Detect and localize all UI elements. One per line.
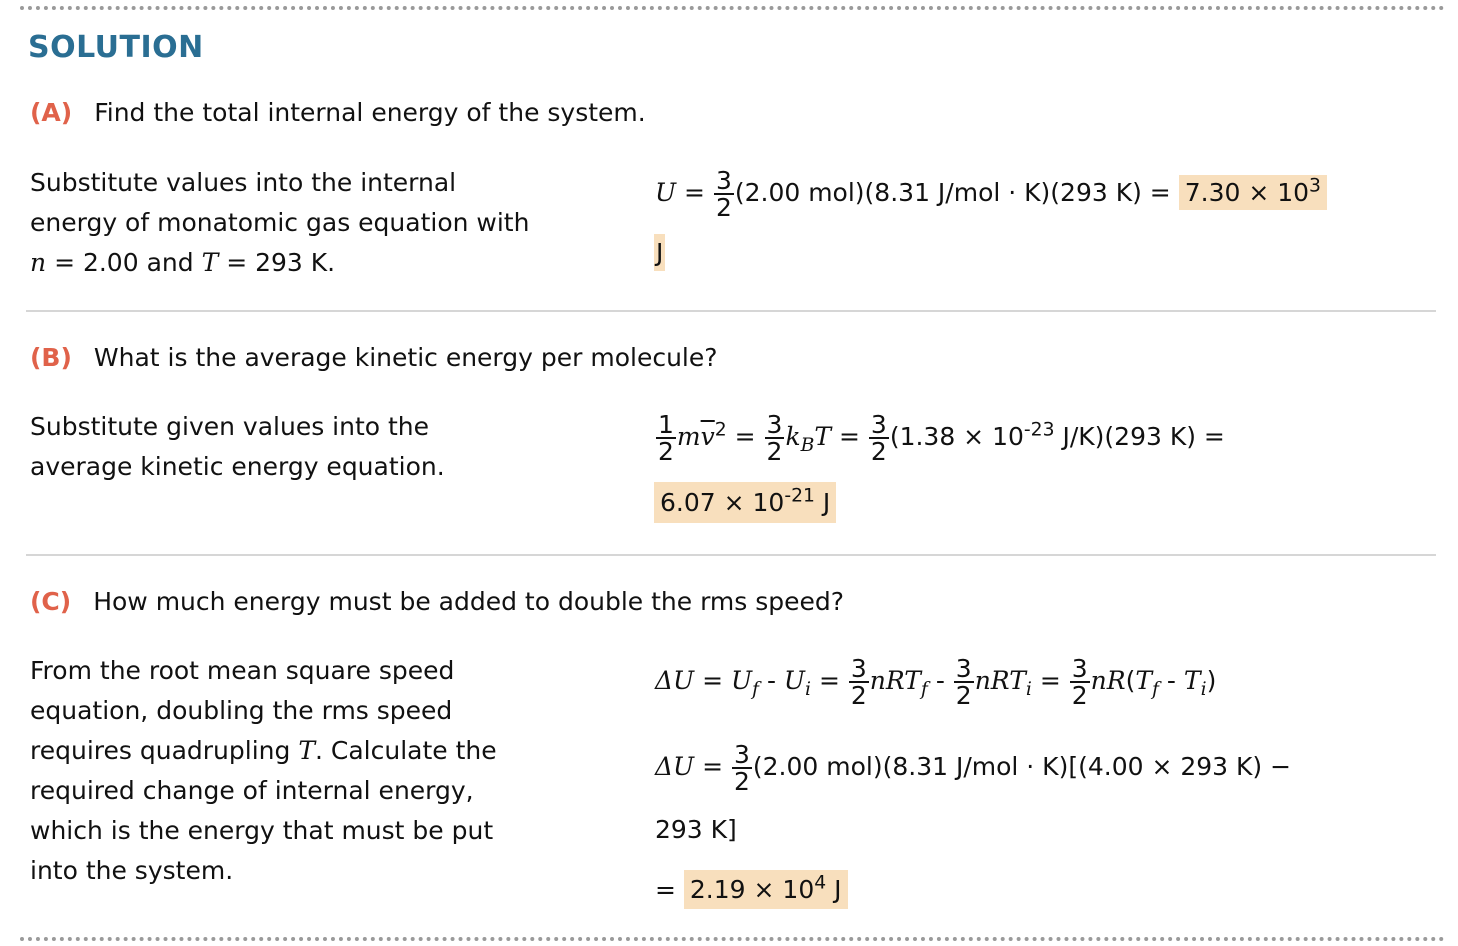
part-a-description xyxy=(30,163,529,283)
part-c-desc-line: From the root mean square speed xyxy=(30,656,455,685)
section-divider xyxy=(26,554,1436,556)
part-b-question xyxy=(30,343,718,372)
part-a-label: (A) xyxy=(30,98,73,127)
part-c-desc-line: into the system. xyxy=(30,856,234,885)
part-c-desc-line: equation, doubling the rms speed xyxy=(30,696,453,725)
part-b-question-text: What is the average kinetic energy per molecule? xyxy=(93,343,718,372)
part-c-desc-line: which is the energy that must be put xyxy=(30,816,494,845)
part-a-question-text: Find the total internal energy of the system. xyxy=(94,98,646,127)
part-c-result: = $2.19 \times 10^4$ J xyxy=(655,875,848,902)
part-a-result-highlight: $7.30 \times 10^3$ xyxy=(1179,175,1327,210)
bottom-dotted-border xyxy=(20,937,1445,941)
part-b-result-highlight: $6.07 \times 10^{-21}$ J xyxy=(654,482,836,523)
part-b-desc-line: average kinetic energy equation. xyxy=(30,452,445,481)
fraction: $\frac{3}{2}$ xyxy=(715,166,732,222)
part-c-label: (C) xyxy=(30,587,72,616)
part-a-question xyxy=(30,98,646,127)
top-dotted-border xyxy=(20,6,1445,10)
part-a-result-unit: J xyxy=(654,240,665,265)
part-b-result xyxy=(654,486,836,518)
section-divider xyxy=(26,310,1436,312)
part-a-desc-line: energy of monatomic gas equation with xyxy=(30,208,530,237)
part-c-description xyxy=(30,651,497,891)
part-c-desc-line: required change of internal energy, xyxy=(30,776,474,805)
part-b-desc-line: Substitute given values into the xyxy=(30,412,430,441)
part-c-equation-2-cont: 293 K] xyxy=(655,815,737,844)
part-c-question xyxy=(30,587,844,616)
part-b-label: (B) xyxy=(30,343,72,372)
part-a-equation: U = $\frac{3}{2}$ (2.00 mol)(8.31 J/mol · K)(293 $K) = 7.30 \times 10^3$ xyxy=(655,168,1327,220)
part-c-equation-1: $\Delta U = U_f - U_i$ = $\frac{3}{2}$ nRT$_f$ - $\frac{3}{2}$ nRT$_i$ = $\frac{3}{2}$ $nR(T_f - T_i)$ xyxy=(655,654,1217,710)
part-c-equation-2: ΔU = $\frac{3}{2}$ (2.00 mol)(8.31 J/mol · K)[(4.00 × 293 K) − xyxy=(655,740,1292,796)
part-a-desc-line: n = 2.00 and T = 293 K. xyxy=(30,248,336,277)
part-c-desc-line: requires quadrupling T. Calculate the xyxy=(30,736,497,765)
part-b-description xyxy=(30,407,445,487)
part-c-result-highlight: $2.19 \times 10^4$ J xyxy=(684,870,848,909)
part-c-question-text: How much energy must be added to double the rms speed? xyxy=(93,587,845,616)
solution-heading: SOLUTION xyxy=(28,30,204,65)
part-a-desc-line: Substitute values into the internal xyxy=(30,168,457,197)
part-b-equation: $\frac{1}{2}$ $m\overline{v}^2$ = $\frac{3}{2}$ $k_BT$ = $\frac{3}{2}$ ($1.38 \times 10^{-23}$ J/K)(293 K) = xyxy=(658,410,1225,466)
